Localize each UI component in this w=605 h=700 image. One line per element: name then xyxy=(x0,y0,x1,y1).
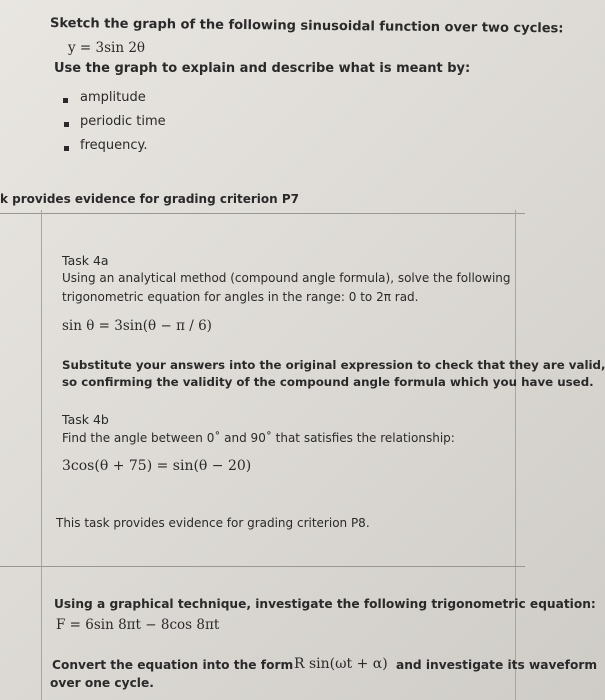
divider xyxy=(0,213,525,214)
bullet-periodic-time: periodic time xyxy=(80,114,166,129)
graphical-prompt: Using a graphical technique, investigate the following trigonometric equation: xyxy=(54,597,596,611)
table-border-left xyxy=(41,210,42,700)
table-border-right xyxy=(515,210,516,700)
convert-text-c: over one cycle. xyxy=(50,676,154,690)
equation-y: y = 3sin 2θ xyxy=(68,40,146,56)
convert-form: R sin(ωt + α) xyxy=(294,656,388,672)
criterion-p7: k provides evidence for grading criterion P7 xyxy=(0,192,300,206)
criterion-p8: This task provides evidence for grading criterion P8. xyxy=(56,516,370,530)
bullet-amplitude: amplitude xyxy=(80,90,146,105)
task-4a-equation: sin θ = 3sin(θ − π / 6) xyxy=(62,318,212,334)
task-4a-title: Task 4a xyxy=(62,253,109,268)
sketch-prompt: Sketch the graph of the following sinusoidal function over two cycles: xyxy=(49,16,564,37)
convert-text-a: Convert the equation into the form xyxy=(52,658,294,672)
task-4b-line1: Find the angle between 0˚ and 90˚ that satisfies the relationship: xyxy=(62,431,455,445)
bullet-icon xyxy=(64,122,69,127)
task-4a-line2: trigonometric equation for angles in the range: 0 to 2π rad. xyxy=(62,290,419,304)
graphical-equation: F = 6sin 8πt − 8cos 8πt xyxy=(56,617,220,633)
task-4b-equation: 3cos(θ + 75) = sin(θ − 20) xyxy=(62,458,252,474)
bullet-frequency: frequency. xyxy=(80,138,148,153)
task-4b-title: Task 4b xyxy=(62,412,109,427)
divider xyxy=(0,566,525,567)
task-4a-substitute-2: so confirming the validity of the compound angle formula which you have used. xyxy=(62,375,594,389)
explain-prompt: Use the graph to explain and describe what is meant by: xyxy=(54,61,471,76)
bullet-icon xyxy=(63,98,68,103)
bullet-icon xyxy=(64,146,69,151)
convert-text-b: and investigate its waveform xyxy=(396,658,598,672)
task-4a-substitute-1: Substitute your answers into the original expression to check that they are valid, xyxy=(62,358,605,372)
task-4a-line1: Using an analytical method (compound angle formula), solve the following xyxy=(62,271,511,285)
